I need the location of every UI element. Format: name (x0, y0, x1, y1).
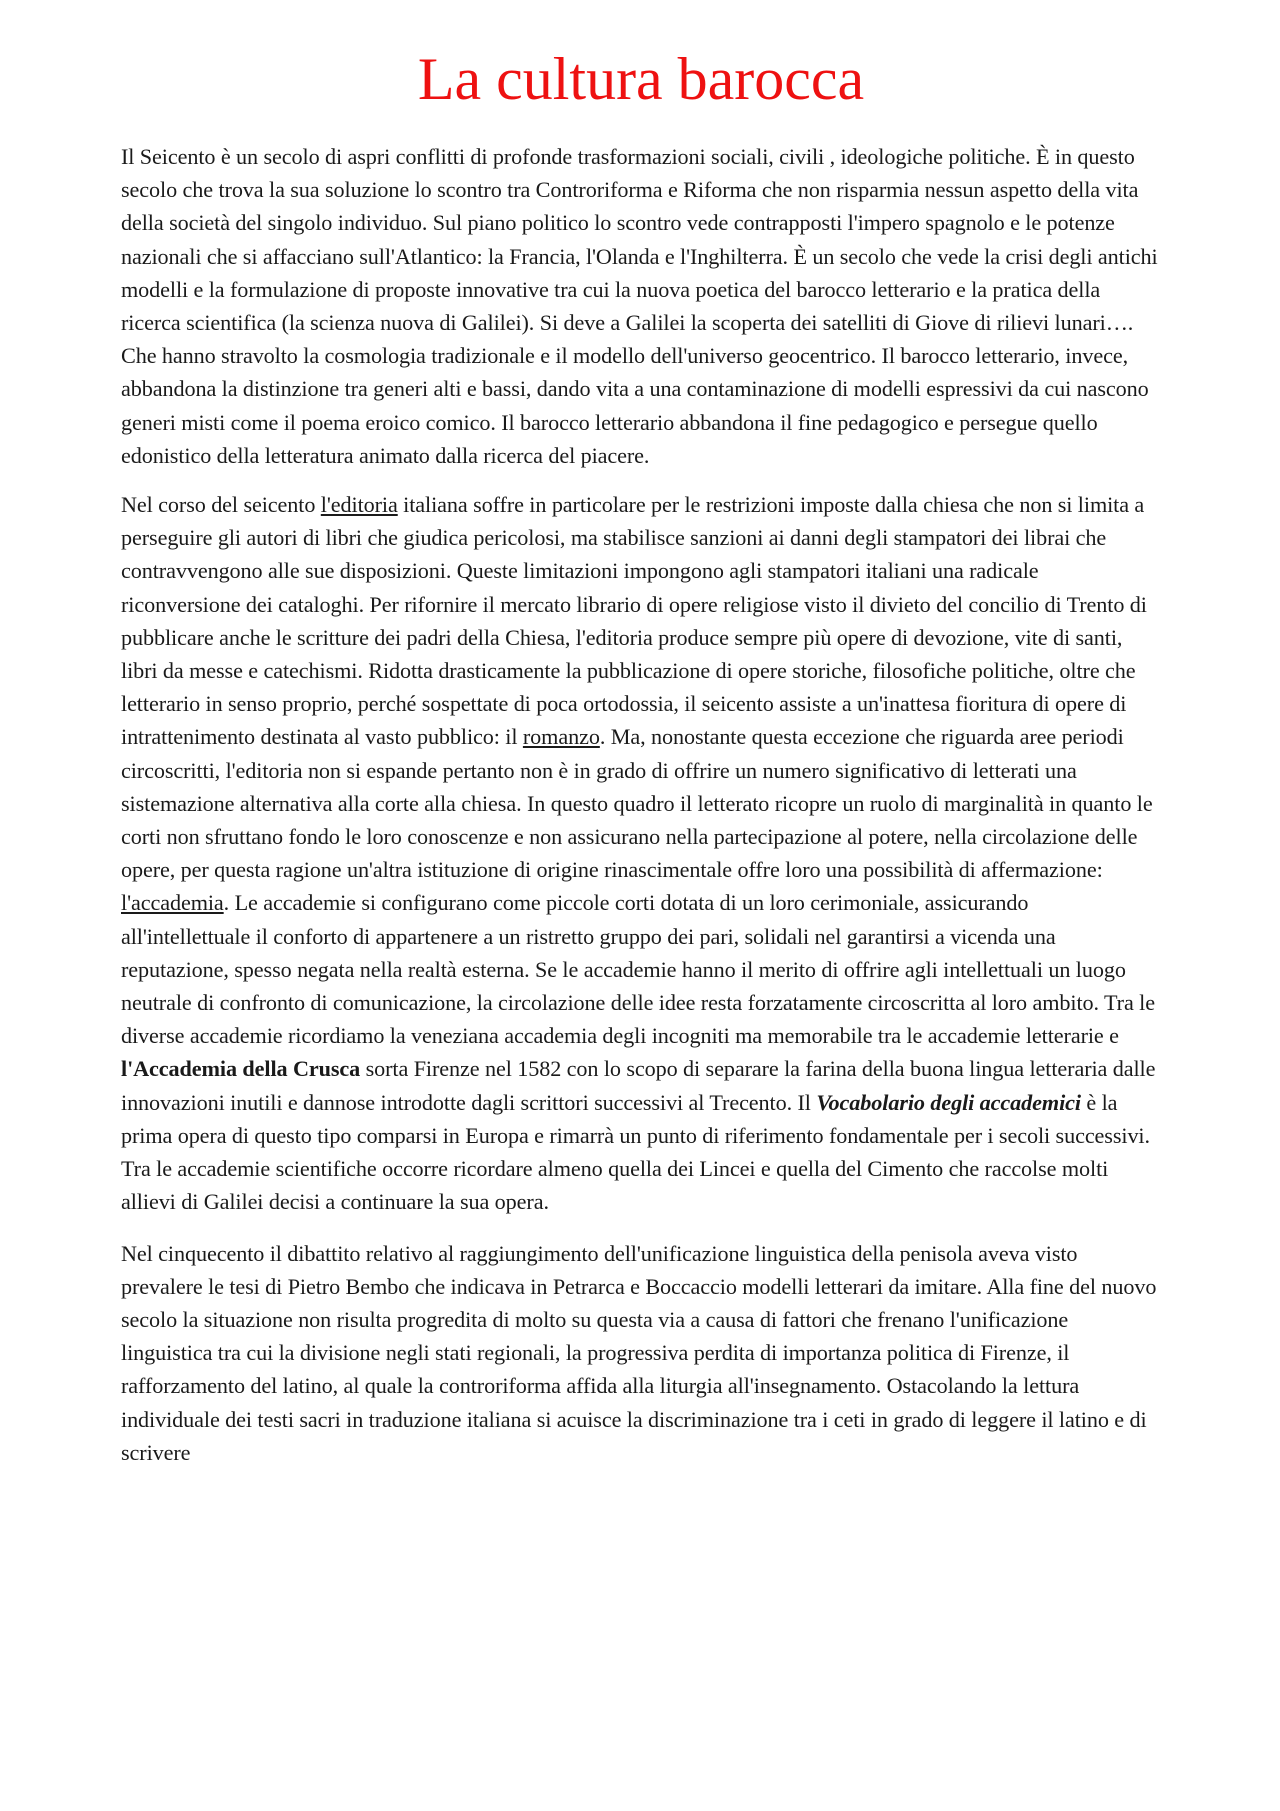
paragraph-2-text-6: è la prima opera di questo tipo comparsi in Europa e rimarrà un punto di riferimento fondamentale per i secoli successivi. Tra le accademie scientifiche occorre ricordare almeno quella dei Lincei e quella del Cimento che raccolse molti allievi di Galilei decisi a continuare la sua opera. (121, 1089, 1150, 1215)
paragraph-3: Nel cinquecento il dibattito relativo al raggiungimento dell'unificazione linguistica della penisola aveva visto prevalere le tesi di Pietro Bembo che indicava in Petrarca e Boccaccio modelli letterari da imitare. Alla fine del nuovo secolo la situazione non risulta progredita di molto su questa via a causa di fattori che frenano l'unificazione linguistica tra cui la divisione negli stati regionali, la progressiva perdita di importanza politica di Firenze, il rafforzamento del latino, al quale la controriforma affida alla liturgia all'insegnamento. Ostacolando la lettura individuale dei testi sacri in traduzione italiana si acuisce la discriminazione tra i ceti in grado di leggere il latino e di scrivere (121, 1240, 1157, 1465)
paragraph-2-text-4: . Le accademie si configurano come piccole corti dotata di un loro cerimoniale, assicurando all'intellettuale il conforto di appartenere a un ristretto gruppo dei pari, solidali nel garantirsi a vicenda una reputazione, spesso negata nella realtà esterna. Se le accademie hanno il merito di offrire agli intellettuali un luogo neutrale di confronto di comunicazione, la circolazione delle idee resta forzatamente circoscritta al loro ambito. Tra le diverse accademie ricordiamo la veneziana accademia degli incogniti ma memorabile tra le accademie letterarie e (121, 890, 1155, 1049)
paragraph-2 (121, 488, 1161, 1218)
romanzo-link[interactable]: romanzo (522, 724, 600, 750)
accademia-crusca-bold: l'Accademia della Crusca (121, 1056, 361, 1082)
paragraph-2-text-2: italiana soffre in particolare per le restrizioni imposte dalla chiesa che non si limita a perseguire gli autori di libri che giudica pericolosi, ma stabilisce sanzioni ai danni degli stampatori dei librai che contravvengono alle sue disposizioni. Queste limitazioni impongono agli stampatori italiani una radicale riconversione dei cataloghi. Per rifornire il mercato librario di opere religiose visto il divieto del concilio di Trento di pubblicare anche le scritture dei padri della Chiesa, l'editoria produce sempre più opere di devozione, vite di santi, libri da messe e catechismi. Ridotta drasticamente la pubblicazione di opere storiche, filosofiche politiche, oltre che letterario in senso proprio, perché sospettate di poca ortodossia, il seicento assiste a un'inattesa fioritura di opere di intrattenimento destinata al vasto pubblico: il (121, 492, 1147, 750)
page-title: La cultura barocca (417, 46, 865, 112)
accademia-link[interactable]: l'accademia (121, 890, 224, 916)
document-page (121, 0, 1161, 1469)
vocabolario-bold-italic: Vocabolario degli accademici (816, 1089, 1081, 1115)
paragraph-2-text-3: . Ma, nonostante questa eccezione che riguarda aree periodi circoscritti, l'editoria non si espande pertanto non è in grado di offrire un numero significativo di letterati una sistemazione alternativa alla corte alla chiesa. In questo quadro il letterato ricopre un ruolo di marginalità in quanto le corti non sfruttano fondo le loro conoscenze e non assicurano nella partecipazione al potere, nella circolazione delle opere, per questa ragione un'altra istituzione di origine rinascimentale offre loro una possibilità di affermazione: (121, 724, 1153, 883)
editoria-link[interactable]: l'editoria (320, 492, 398, 518)
paragraph-1: Il Seicento è un secolo di aspri conflitti di profonde trasformazioni sociali, civili , ideologiche politiche. È in questo secolo che trova la sua soluzione lo scontro tra Controriforma e Riforma che non risparmia nessun aspetto della vita della società del singolo individuo. Sul piano politico lo scontro vede contrapposti l'impero spagnolo e le potenze nazionali che si affacciano sull'Atlantico: la Francia, l'Olanda e l'Inghilterra. È un secolo che vede la crisi degli antichi modelli e la formulazione di proposte innovative tra cui la nuova poetica del barocco letterario e la pratica della ricerca scientifica (la scienza nuova di Galilei). Si deve a Galilei la scoperta dei satelliti di Giove di rilievi lunari…. Che hanno stravolto la cosmologia tradizionale e il modello dell'universo geocentrico. Il barocco letterario, invece, abbandona la distinzione tra generi alti e bassi, dando vita a una contaminazione di modelli espressivi da cui nascono generi misti come il poema eroico comico. Il barocco letterario abbandona il fine pedagogico e persegue quello edonistico della letteratura animato dalla ricerca del piacere. (121, 144, 1158, 468)
paragraph-2-text-1: Nel corso del seicento (121, 492, 321, 518)
paragraph-2-text-5: sorta Firenze nel 1582 con lo scopo di separare la farina della buona lingua letteraria dalle innovazioni inutili e dannose introdotte dagli scrittori successivi al Trecento. Il (121, 1056, 1156, 1115)
